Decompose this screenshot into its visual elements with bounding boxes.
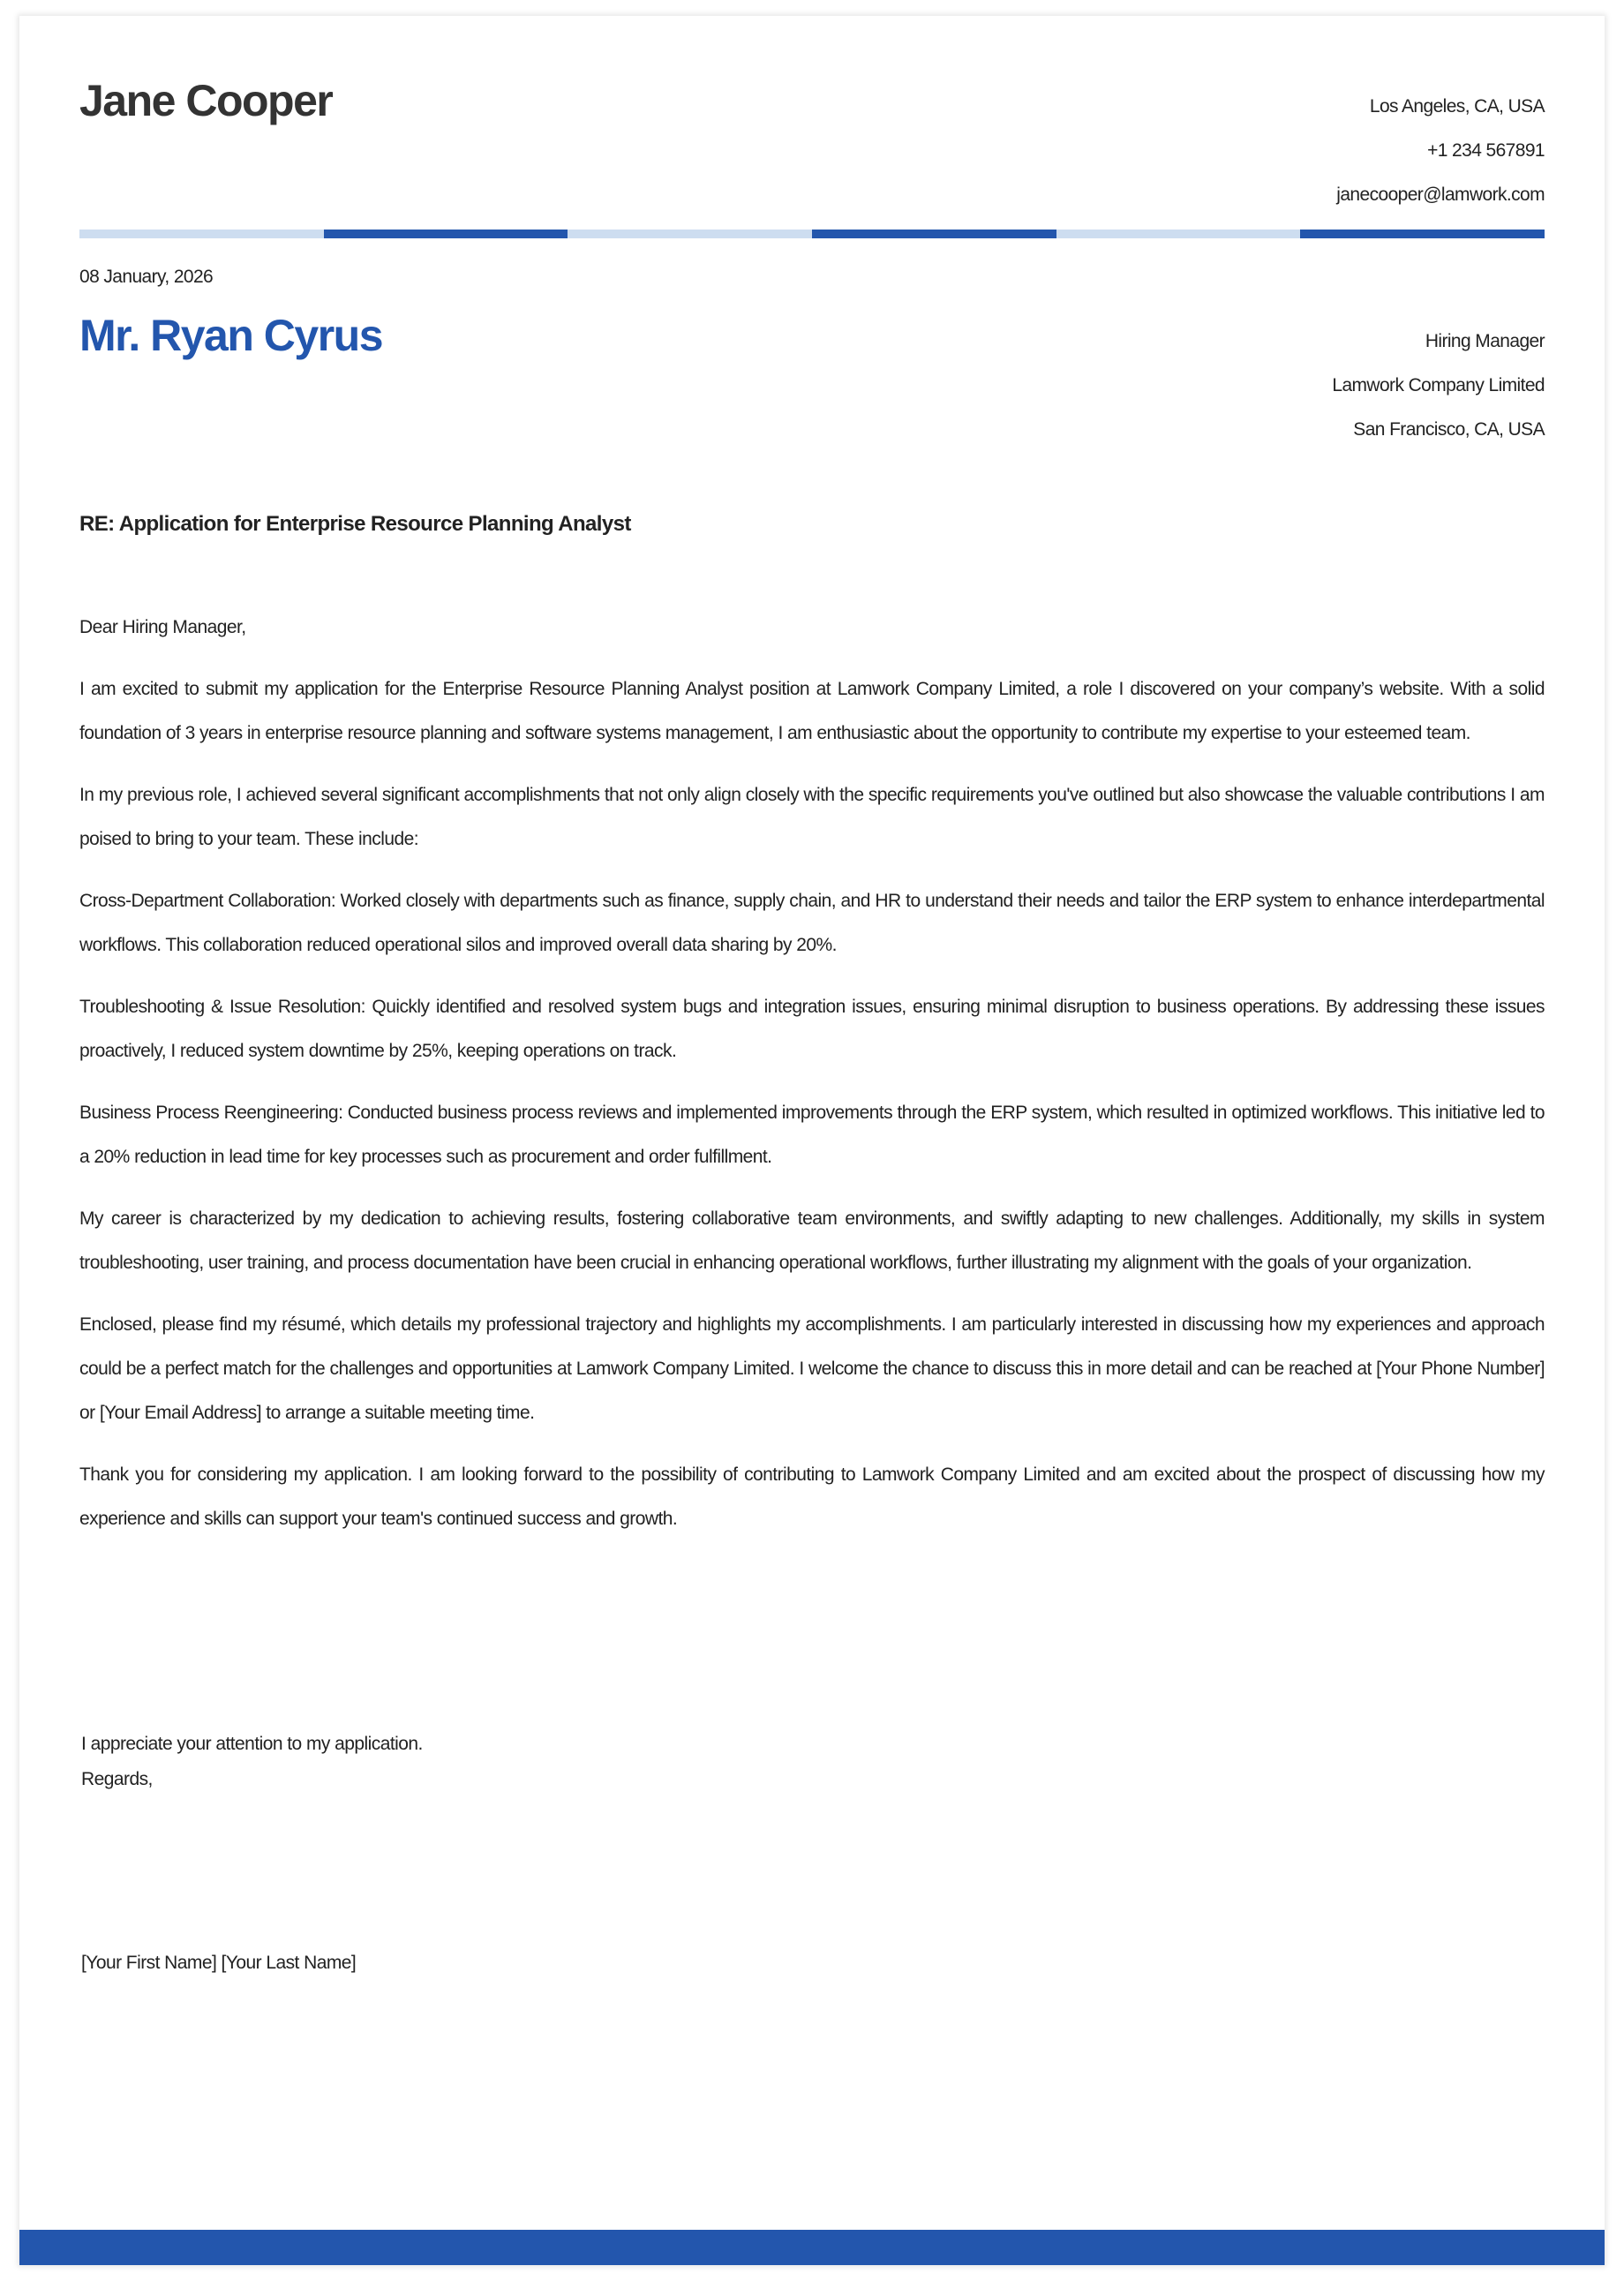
letter-date: 08 January, 2026 [79, 267, 214, 287]
body-paragraph: My career is characterized by my dedication to achieving results, fostering collaborative team environments, and swiftly adapting to new challenges. Additionally, my skills in system troubleshooting, user training, and process documentation have been crucial in enhancing operational workflows, further illustrating my alignment with the goals of your organization. [79, 1208, 1545, 1273]
stripe-segment [1300, 230, 1545, 238]
sender-location: Los Angeles, CA, USA [1369, 96, 1545, 117]
body-paragraph: In my previous role, I achieved several significant accomplishments that not only align closely with the specific requirements you've outlined but also showcase the valuable contributions I am poised to bring to your team. These include: [79, 785, 1545, 849]
body-paragraph: Enclosed, please find my résumé, which details my professional trajectory and highlights my accomplishments. I am particularly interested in discussing how my experiences and approach could be a perfect match for the challenges and opportunities at Lamwork Company Limited. I welcome the chance to discuss this in more detail and can be reached at [Your Phone Number] or [Your Email Address] to arrange a suitable meeting time. [79, 1314, 1545, 1423]
header-divider-stripe [79, 230, 1545, 238]
subject-line: RE: Application for Enterprise Resource Planning Analyst [79, 512, 631, 536]
body-paragraph: Troubleshooting & Issue Resolution: Quickly identified and resolved system bugs and integration issues, ensuring minimal disruption to business operations. By addressing these issues proactively, I reduced system downtime by 25%, keeping operations on track. [79, 997, 1545, 1061]
sender-phone: +1 234 567891 [1427, 140, 1545, 161]
body-paragraph: Thank you for considering my application. I am looking forward to the possibility of contributing to Lamwork Company Limited and am excited about the prospect of discussing how my experience and skills can support your team's continued success and growth. [79, 1464, 1545, 1529]
closing-block [81, 1727, 423, 1797]
body-paragraph: I am excited to submit my application for the Enterprise Resource Planning Analyst position at Lamwork Company Limited, a role I discovered on your company’s website. With a solid foundation of 3 years in enterprise resource planning and software systems management, I am enthusiastic about the opportunity to contribute my expertise to your esteemed team. [79, 679, 1545, 743]
closing-signoff: Regards, [81, 1769, 153, 1789]
body-paragraph: Cross-Department Collaboration: Worked closely with departments such as finance, supply chain, and HR to understand their needs and tailor the ERP system to enhance interdepartmental workflows. This collaboration reduced operational silos and improved overall data sharing by 20%. [79, 891, 1545, 955]
closing-line: I appreciate your attention to my application. [81, 1734, 423, 1754]
sender-name: Jane Cooper [79, 76, 333, 125]
signature-name: [Your First Name] [Your Last Name] [81, 1953, 357, 1973]
stripe-segment [1056, 230, 1301, 238]
stripe-segment [324, 230, 568, 238]
recipient-location: San Francisco, CA, USA [1353, 419, 1545, 440]
letter-body [79, 606, 1545, 1559]
recipient-info [1332, 320, 1545, 452]
footer-bar [19, 2230, 1605, 2265]
recipient-title: Hiring Manager [1425, 331, 1545, 351]
sender-email: janecooper@lamwork.com [1336, 184, 1545, 205]
letter-page [19, 16, 1605, 2265]
body-paragraph: Business Process Reengineering: Conducted business process reviews and implemented improvements through the ERP system, which resulted in optimized workflows. This initiative led to a 20% reduction in lead time for key processes such as procurement and order fulfillment. [79, 1103, 1545, 1167]
stripe-segment [812, 230, 1056, 238]
salutation: Dear Hiring Manager, [79, 617, 246, 637]
sender-contact [1336, 85, 1545, 217]
recipient-name: Mr. Ryan Cyrus [79, 311, 383, 360]
recipient-company: Lamwork Company Limited [1332, 375, 1545, 395]
stripe-segment [568, 230, 812, 238]
stripe-segment [79, 230, 324, 238]
